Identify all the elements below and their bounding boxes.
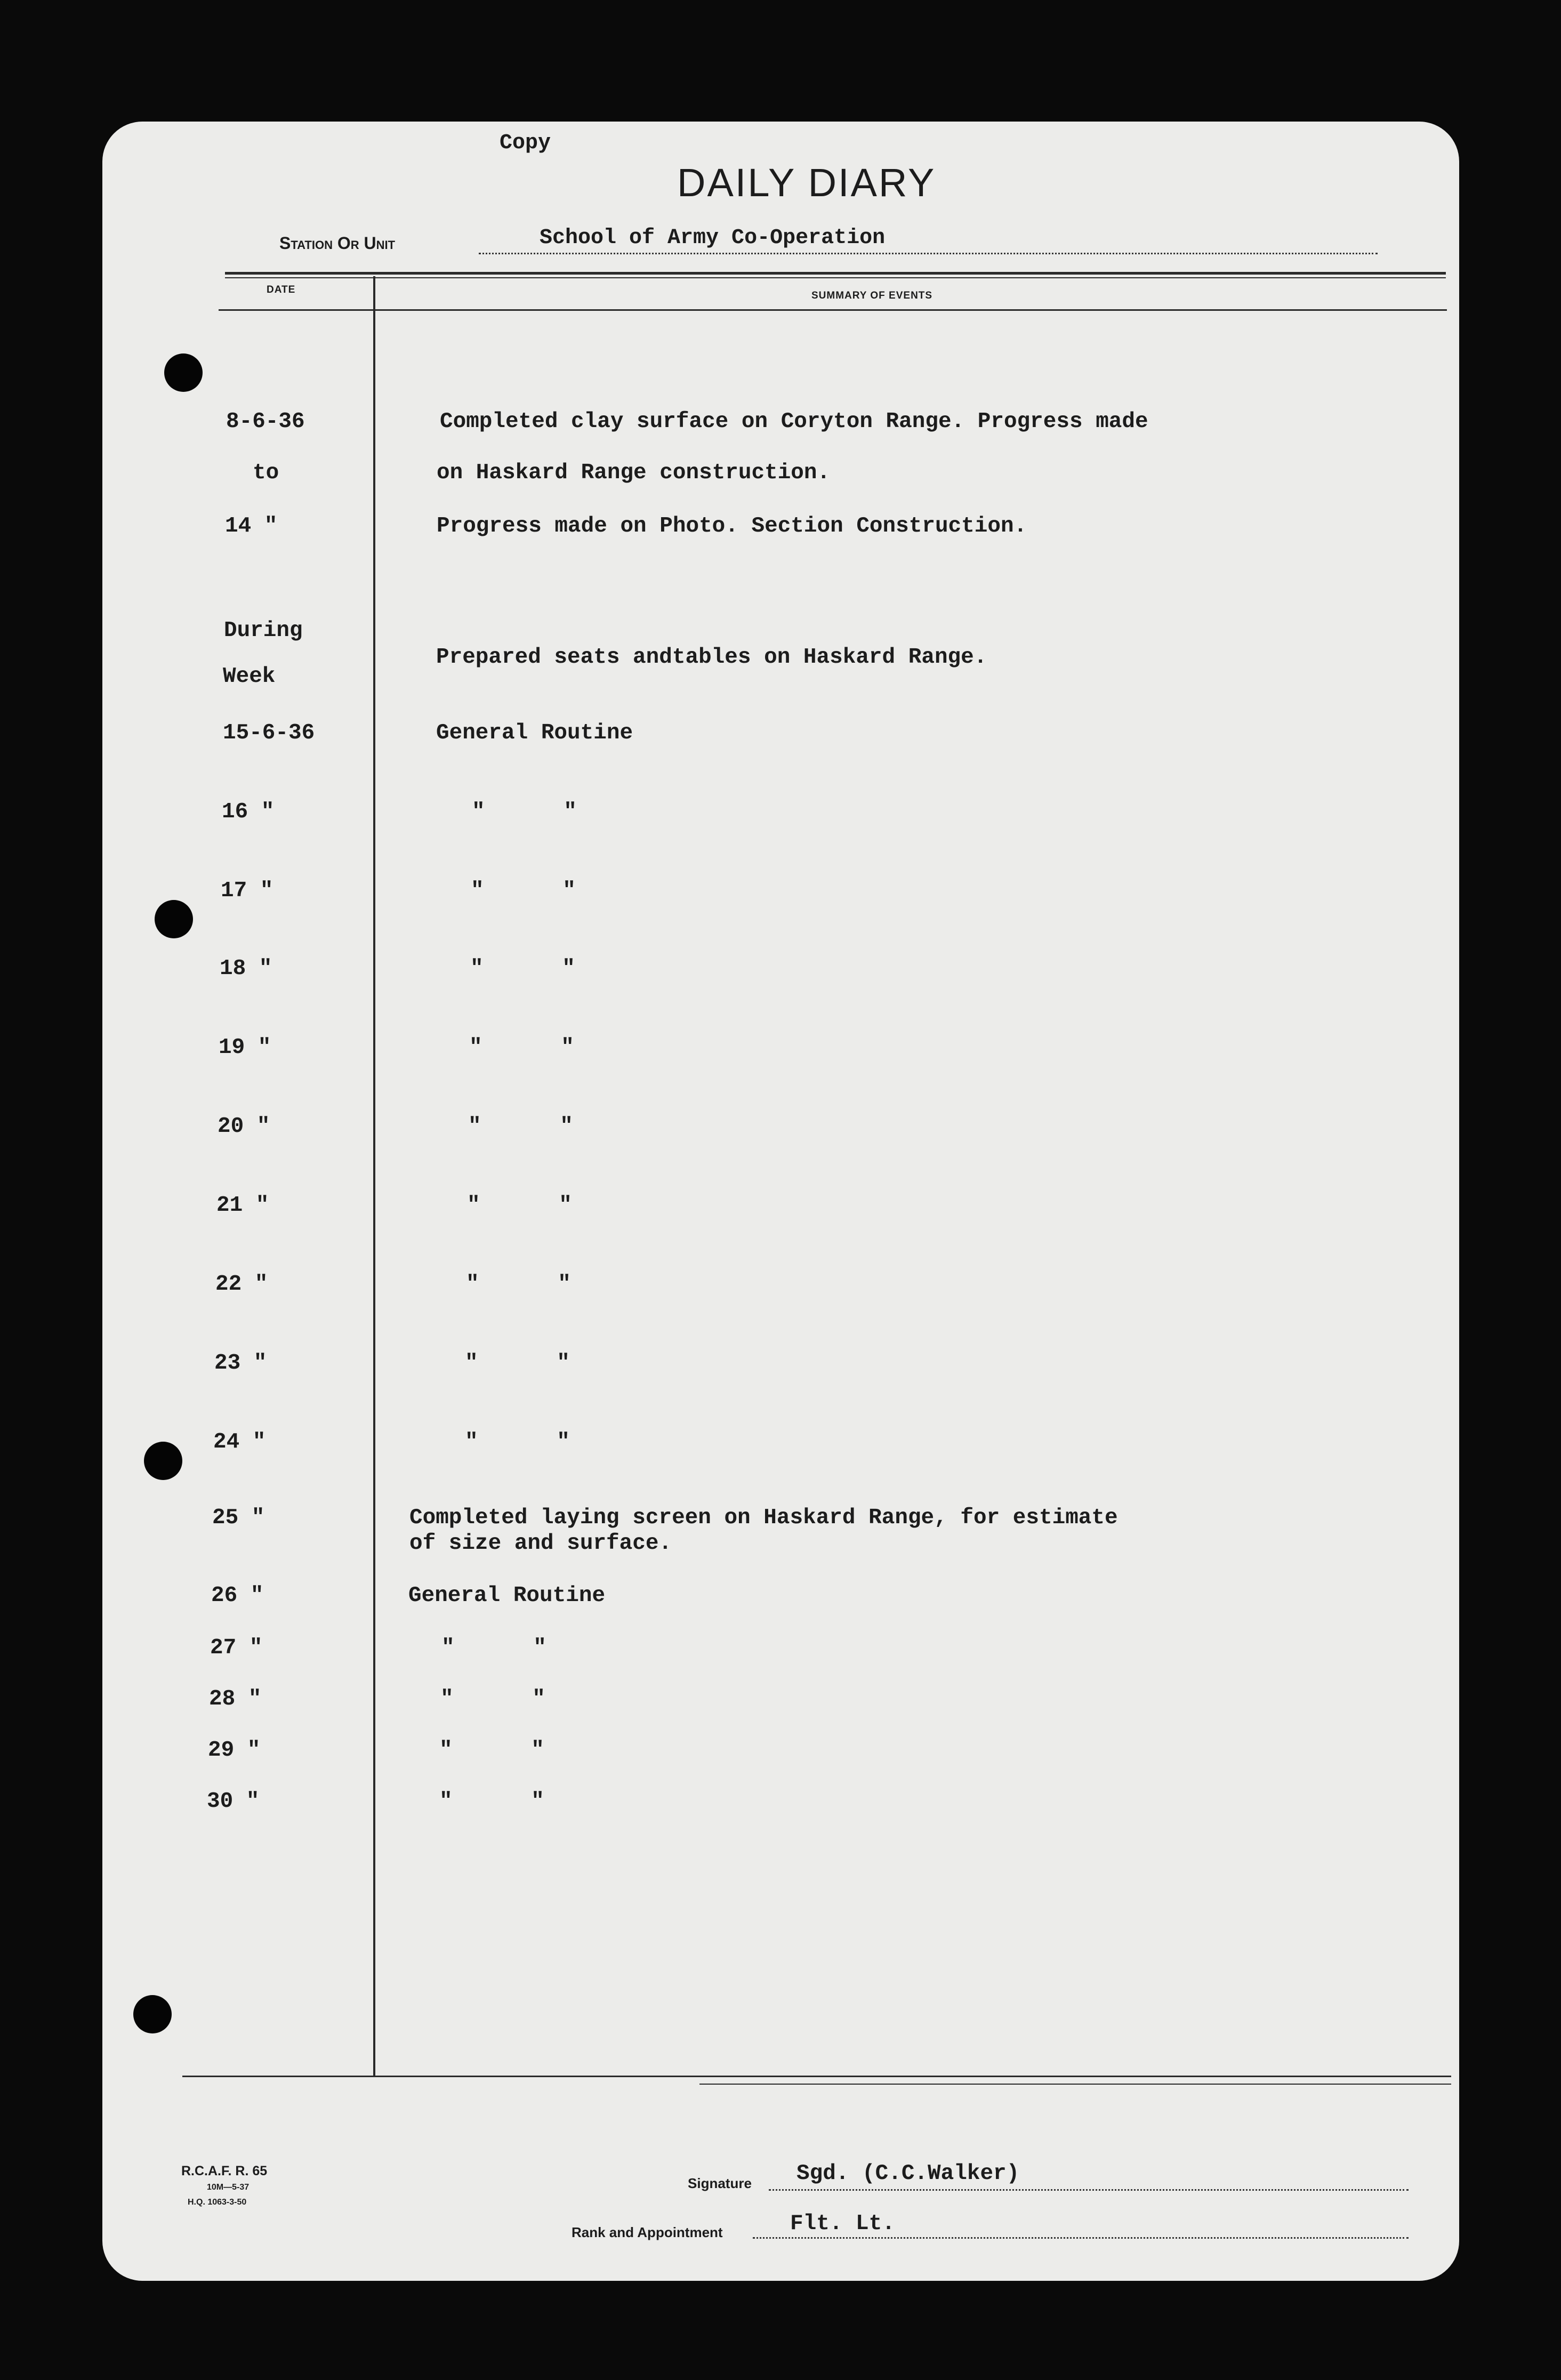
station-label: Station Or Unit [279,234,396,253]
entry-ditto: " " [440,1687,545,1711]
print-line-2: H.Q. 1063-3-50 [188,2198,247,2207]
signature-dotted-line [769,2189,1409,2191]
entry-ditto: " " [439,1738,544,1763]
copy-mark: Copy [500,131,551,155]
rank-label: Rank and Appointment [572,2224,723,2240]
rank-value: Flt. Lt. [790,2212,895,2236]
entry-text-continued: of size and surface. [409,1531,672,1556]
entry-date: 29 " [208,1738,261,1763]
footer-rule [182,2076,1451,2077]
signature-label: Signature [688,2175,752,2191]
station-value: School of Army Co-Operation [540,226,886,250]
entry-text: General Routine [408,1583,606,1608]
punch-hole [144,1442,182,1480]
entry-text: Completed laying screen on Haskard Range, for estimate [409,1506,1118,1530]
entry-text: Prepared seats andtables on Haskard Range. [436,645,987,670]
diary-page [102,122,1459,2281]
column-divider [373,276,375,2076]
entry-text: General Routine [436,721,633,745]
entry-date: 23 " [214,1351,267,1376]
entry-date: 8-6-36 [226,409,305,434]
entry-date: 14 " [225,514,278,538]
entry-ditto: " " [468,1114,573,1139]
print-line-1: 10M—5-37 [207,2183,250,2192]
station-dotted-line [479,253,1378,254]
header-rule-thin [225,277,1446,278]
entry-date: 20 " [218,1114,270,1139]
footer-rule-right [699,2084,1451,2085]
entry-ditto: " " [471,879,576,903]
entry-date: 18 " [220,956,272,981]
entry-date: 30 " [207,1789,260,1814]
entry-date: 21 " [216,1193,269,1218]
entry-date: 19 " [219,1035,271,1060]
punch-hole [155,900,193,938]
entry-ditto: " " [439,1789,544,1814]
entry-date: 24 " [213,1430,266,1454]
column-header-date: DATE [267,284,296,295]
entry-date: 15-6-36 [223,721,315,745]
subheader-rule [219,309,1447,311]
entry-date: During [224,618,303,643]
entry-date: 28 " [209,1687,262,1711]
entry-ditto: " " [465,1430,570,1454]
header-rule [225,272,1446,275]
entry-ditto: " " [469,1035,574,1060]
punch-hole [133,1995,172,2033]
entry-text: Completed clay surface on Coryton Range. Progress made [440,409,1148,434]
entry-ditto: " " [465,1351,570,1376]
page-title: DAILY DIARY [677,160,936,205]
entry-date: 25 " [212,1506,265,1530]
entry-ditto: " " [470,956,575,981]
column-header-summary: SUMMARY OF EVENTS [811,290,933,301]
entry-text: on Haskard Range construction. [437,461,831,485]
entry-date: Week [223,664,276,689]
entry-date: 16 " [222,800,275,824]
entry-ditto: " " [441,1636,546,1660]
punch-hole [164,353,203,392]
rank-dotted-line [753,2237,1409,2239]
entry-date: 27 " [210,1636,263,1660]
entry-date: 26 " [211,1583,264,1608]
entry-date: 22 " [215,1272,268,1297]
entry-date: 17 " [221,879,273,903]
entry-ditto: " " [472,800,577,824]
entry-text: Progress made on Photo. Section Construction. [437,514,1027,538]
signature-value: Sgd. (C.C.Walker) [796,2161,1020,2186]
entry-ditto: " " [466,1272,571,1297]
form-number: R.C.A.F. R. 65 [181,2164,268,2178]
entry-date: to [253,461,279,485]
entry-ditto: " " [467,1193,572,1218]
